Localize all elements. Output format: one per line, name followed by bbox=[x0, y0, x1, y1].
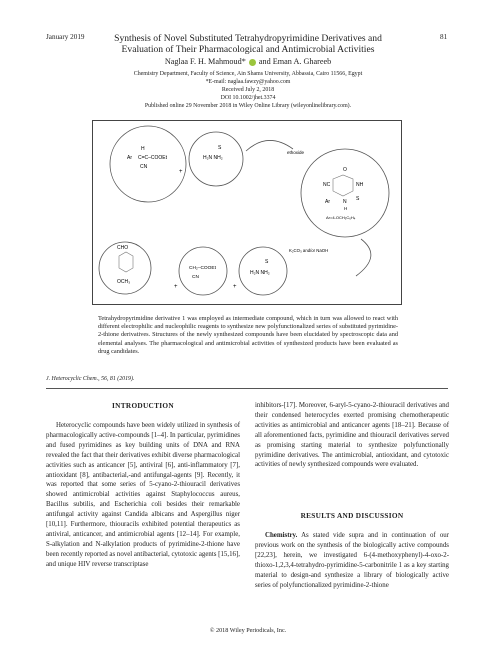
orcid-icon[interactable] bbox=[249, 59, 256, 66]
product-h: H bbox=[344, 206, 348, 211]
continuation-paragraph: inhibitors-[17]. Moreover, 6-aryl-5-cyano-2-thiouracil derivatives and their condensed heterocycles exerted promising chemotherapeutic activities as antimicrobial and anticancer agents [18–21]. Because of all aforementioned facts, pyrimidine and thiouracil derivatives served as promising starting material to synthesize polyfunctionally pyrimidine derivatives. The antimicrobial, antioxidant, and cytotoxic activities of newly synthesized compounds were evaluated. bbox=[255, 402, 449, 469]
introduction-heading: INTRODUCTION bbox=[112, 401, 174, 410]
cyanoacetate-line-1: CH₂–COOEt bbox=[189, 266, 216, 271]
article-title bbox=[95, 33, 401, 55]
citation: J. Heterocyclic Chem., 56, 81 (2019). bbox=[46, 376, 135, 382]
product-n: N bbox=[343, 199, 347, 205]
received-date: Received July 2, 2018 bbox=[221, 87, 275, 93]
reagent-h: H bbox=[141, 146, 145, 152]
email[interactable]: *E-mail: naglaa.fawzy@yahoo.com bbox=[205, 79, 291, 85]
reagent-ar: Ar bbox=[127, 155, 132, 161]
thiourea-formula: H₂N NH₂ bbox=[203, 155, 223, 161]
plus-1: + bbox=[179, 169, 183, 175]
plus-2: + bbox=[174, 284, 178, 290]
results-heading: RESULTS AND DISCUSSION bbox=[300, 511, 404, 520]
page-number: 81 bbox=[440, 33, 448, 41]
arrow-top-reagent: ethoxide bbox=[287, 150, 305, 155]
arrow-bottom-reagent: K₂CO₃ and/or NaOH bbox=[289, 248, 329, 253]
product-circle bbox=[301, 149, 389, 237]
cyanoacetate-line-2: CN bbox=[192, 275, 199, 280]
thiourea2-formula: H₂N NH₂ bbox=[250, 270, 270, 276]
graphical-abstract bbox=[92, 120, 402, 305]
benzene-ring bbox=[119, 252, 133, 272]
right-column-continuation bbox=[255, 401, 449, 470]
title-line-1: Synthesis of Novel Substituted Tetrahydropyrimidine Derivatives and bbox=[114, 33, 382, 44]
chemistry-body bbox=[255, 531, 449, 590]
aldehyde-cho: CHO bbox=[117, 245, 129, 251]
product-ar-def: Ar=4-OCH₃C₆H₄ bbox=[326, 215, 356, 220]
introduction-body bbox=[46, 421, 240, 570]
author-1: Naglaa F. H. Mahmoud* bbox=[164, 57, 246, 66]
figure-caption: Tetrahydropyrimidine derivative 1 was employed as intermediate compound, which in turn was allowed to react with different electrophilic and nucleophilic reagents to synthesize new polyfunctionalized series of substituted pyrimidine-2-thione derivatives. Structures of the newly synthesized compounds have been elucidated by spectroscopic data and elemental analyses. The pharmacological and antimicrobial activities of synthesized products have been evaluated as drug candidates. bbox=[98, 315, 398, 355]
product-ar: Ar bbox=[325, 199, 330, 205]
author-2: and Eman A. Ghareeb bbox=[258, 57, 332, 66]
divider bbox=[46, 388, 448, 389]
chemistry-label: Chemistry. bbox=[265, 532, 298, 539]
reagent-cn: CN bbox=[140, 164, 148, 170]
journal-date: January 2019 bbox=[46, 33, 85, 41]
authors bbox=[95, 57, 401, 66]
reaction-scheme bbox=[93, 121, 401, 304]
pyrimidine-ring bbox=[333, 175, 353, 196]
reagent-circle-1 bbox=[110, 126, 186, 202]
copyright-footer: © 2018 Wiley Periodicals, Inc. bbox=[209, 627, 287, 634]
product-s: S bbox=[356, 196, 360, 202]
thiourea2-s: S bbox=[265, 259, 269, 265]
thiourea-s: S bbox=[218, 145, 222, 151]
product-o: O bbox=[343, 167, 347, 173]
product-nh: NH bbox=[356, 182, 364, 188]
title-line-2: Evaluation of Their Pharmacological and Antimicrobial Activities bbox=[121, 44, 375, 55]
introduction-paragraph: Heterocyclic compounds have been widely utilized in synthesis of pharmacologically active-compounds [1–4]. In particular, pyrimidines and fused pyrimidines as key building units of DNA and RNA revealed the fact that their derivatives exhibit diverse pharmacological activities such as anticancer [5], antiviral [6], anti-inflammatory [7], antioxidant [8], antibacterial,-and antifungal-agents [9]. Recently, it was reported that some series of 5-cyano-2-thiouracil derivatives showed antimicrobial activities against Staphylococcus aureus, Bacillus subtilis, and Escherichia coli besides their remarkable antifungal activity against Candida albicans and Aspergillus niger [10,11]. Furthermore, thiouracils exhibited potential therapeutics as antiviral, anticancer, and antimicrobial agents [12–14]. For example, S-alkylation and N-alkylation products of pyrimidine-2-thione have been recently reported as novel antibacterial, cytotoxic agents [15,16], and unique HIV reverse transcriptase bbox=[46, 422, 241, 568]
arrow-bottom bbox=[356, 239, 371, 276]
affiliation: Chemistry Department, Faculty of Science, Ain Shams University, Abbassia, Cairo 11566, Egypt bbox=[133, 71, 363, 77]
product-nc: NC bbox=[323, 182, 331, 188]
reagent-cc: C=C–COOEt bbox=[138, 155, 168, 161]
plus-3: + bbox=[233, 284, 237, 290]
cyanoacetate-circle bbox=[179, 247, 227, 295]
arrow-top bbox=[246, 140, 293, 151]
doi[interactable]: DOI 10.1002/jhet.3374 bbox=[220, 95, 276, 101]
chemistry-text: As stated vide supra and in continuation of our previous work on the synthesis of the biologically active compounds [22,23], herein, we investigated 6-(4-methoxyphenyl)-4-oxo-2-thioxo-1,2,3,4-tetrahydro-pyrimidine-5-carbonitrile 1 as a key starting material to design-and synthesize a library of biologically active series of polyfunctionalized pyrimidine-2-thione bbox=[255, 532, 450, 589]
aldehyde-och3: OCH₃ bbox=[117, 279, 131, 285]
published-info: Published online 29 November 2018 in Wiley Online Library (wileyonlinelibrary.com). bbox=[144, 103, 352, 109]
